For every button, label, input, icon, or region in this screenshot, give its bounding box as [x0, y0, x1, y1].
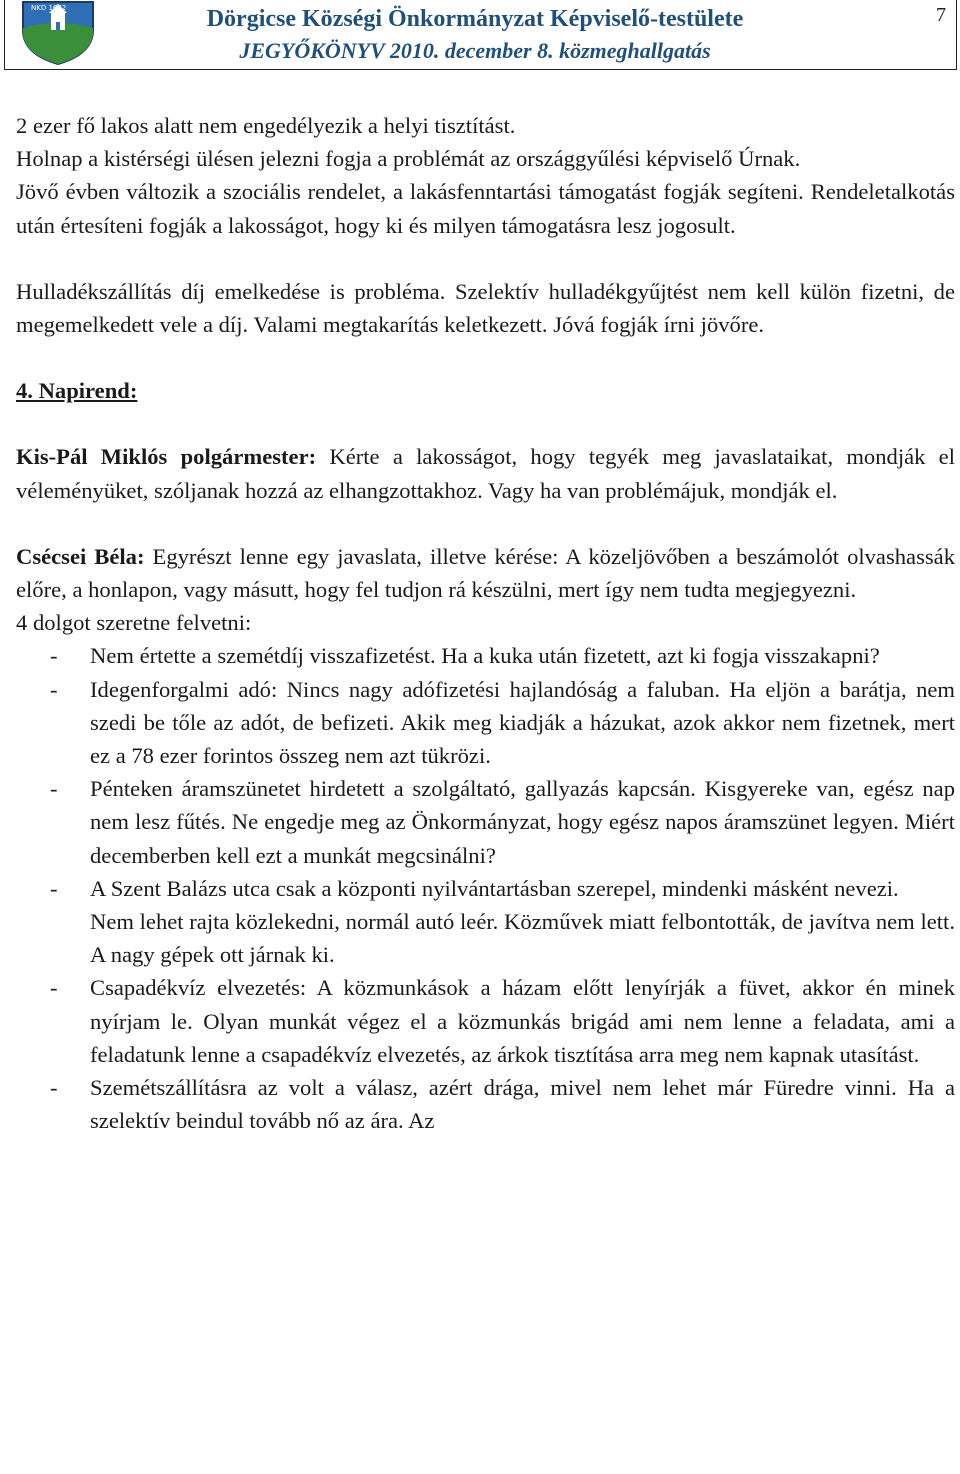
- list-item: - Csapadékvíz elvezetés: A közmunkások a házam előtt lenyírják a füvet, akkor én minek nyírjam le. Olyan munkát végez el a közmunkás brigád ami nem lenne a feladata, ami a feladatunk lenne a csapadékvíz elvezetés, az árkok tisztítása arra meg nem kapnak utasítást.: [50, 975, 955, 1067]
- speaker-name: Csécsei Béla:: [16, 543, 145, 569]
- speaker-name: Kis-Pál Miklós polgármester:: [16, 444, 317, 470]
- speaker-paragraph: Csécsei Béla: Egyrészt lenne egy javaslata, illetve kérése: A közeljövőben a beszámolót olvashassák előre, a honlapon, vagy másutt, hogy fel tudjon rá készülni, mert így nem tudta megjegyezni.: [16, 543, 955, 603]
- speaker-paragraph: Kis-Pál Miklós polgármester: Kérte a lakosságot, hogy tegyék meg javaslataikat, mondják el véleményüket, szóljanak hozzá az elhangzottakhoz. Vagy ha van problémájuk, mondják el.: [16, 444, 955, 503]
- list-item: - Idegenforgalmi adó: Nincs nagy adófizetési hajlandóság a faluban. Ha eljön a barátja, nem szedi be tőle az adót, de befizeti. Akik meg kiadják a házukat, azok akkor nem fizetnek, mert ez a 78 ezer forintos összeg nem azt tükrözi.: [50, 676, 955, 769]
- issue-list: [16, 639, 955, 1137]
- paragraph: Holnap a kistérségi ülésen jelezni fogja a problémát az országgyűlési képviselő Úrnak.: [16, 146, 801, 172]
- list-intro: 4 dolgot szeretne felvetni:: [16, 610, 252, 636]
- page-header: [4, 0, 957, 70]
- paragraph: 2 ezer fő lakos alatt nem engedélyezik a helyi tisztítást.: [16, 113, 516, 138]
- svg-text:NKD 1682: NKD 1682: [31, 4, 67, 12]
- agenda-heading: 4. Napirend:: [16, 378, 138, 404]
- document-body: [16, 109, 955, 1137]
- list-item: - Pénteken áramszünetet hirdetett a szolgáltató, gallyazás kapcsán. Kisgyereke van, egész nap nem lesz fűtés. Ne engedje meg az Önkormányzat, hogy egész napos áramszünet legyen. Miért decemberben kell ezt a munkát megcsinálni?: [50, 776, 955, 868]
- list-item-continuation: Nem lehet rajta közlekedni, normál autó leér. Közművek miatt felbontották, de javítva nem lett. A nagy gépek ott járnak ki.: [90, 909, 955, 968]
- list-item: - A Szent Balázs utca csak a központi nyilvántartásban szerepel, mindenki másként nevezi. Nem lehet rajta közlekedni, normál autó leér. Közművek miatt felbontották, de javítva nem lett. A nagy gépek ott járnak ki.: [16, 872, 955, 972]
- paragraph: Jövő évben változik a szociális rendelet, a lakásfenntartási támogatást fogják segíteni. Rendeletalkotás után értesíteni fogják a lakosságot, hogy ki és milyen támogatásra lesz jogosult.: [16, 179, 955, 238]
- document-subtitle: JEGYŐKÖNYV 2010. december 8. közmeghallgatás: [239, 38, 711, 63]
- list-item: - Szemétszállításra az volt a válasz, azért drága, mivel nem lehet már Füredre vinni. Ha a szelektív beindul tovább nő az ára. Az: [50, 1075, 955, 1134]
- list-item: - Nem értette a szemétdíj visszafizetést. Ha a kuka után fizetett, azt ki fogja visszakapni?: [50, 643, 880, 669]
- document-title: Dörgicse Községi Önkormányzat Képviselő-testülete: [206, 6, 744, 32]
- paragraph: Hulladékszállítás díj emelkedése is probléma. Szelektív hulladékgyűjtést nem kell külön fizetni, de megemelkedett vele a díj. Valami megtakarítás keletkezett. Jóvá fogják írni jövőre.: [16, 278, 955, 338]
- page-number: 7: [936, 4, 946, 26]
